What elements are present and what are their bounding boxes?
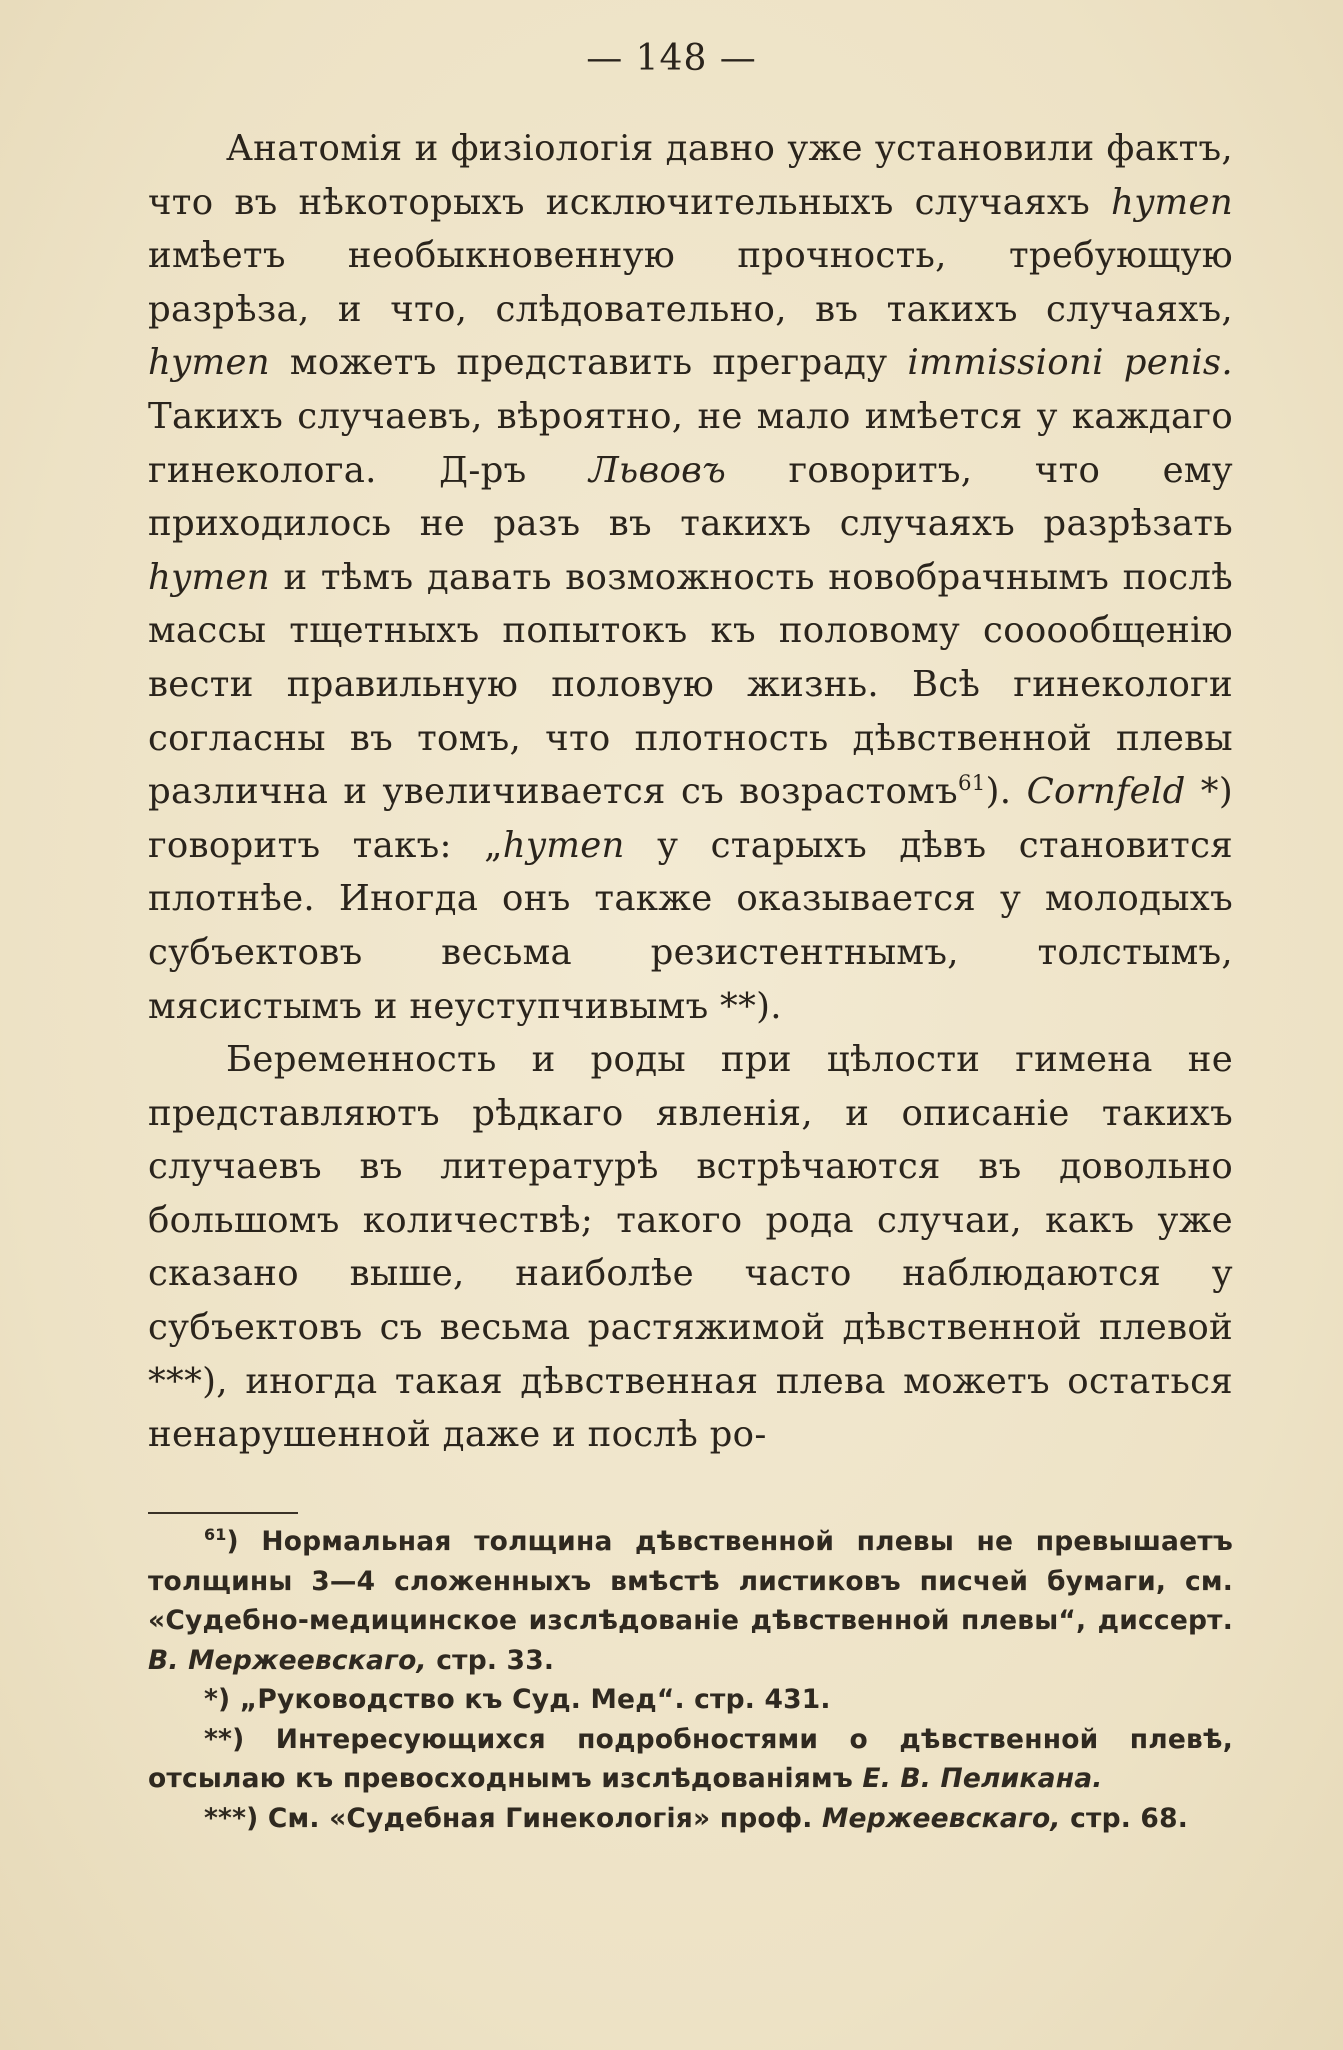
text-run: Такихъ случаевъ, вѣроятно, не мало имѣется у каждаго гинеколога. Д-ръ [148, 395, 1233, 491]
footnote-marker: 61 [204, 1525, 227, 1545]
text-run: говоритъ, что ему приходилось не разъ въ такихъ случаяхъ разрѣзать [148, 449, 1233, 545]
footnote-text: ) Нормальная толщина дѣвственной плевы не превышаетъ толщины 3—4 сложенныхъ вмѣстѣ листиковъ писчей бумаги, см. «Судебно-медицинское изслѣдованіе дѣвственной плевы“, диссерт. [148, 1526, 1233, 1636]
footnote-ref-61: 61 [957, 771, 986, 797]
footnote-text: *) „Руководство къ Суд. Мед“. стр. 431. [204, 1684, 831, 1715]
paragraph-2 [148, 1033, 1233, 1462]
author-name: Cornfeld [1026, 771, 1186, 813]
author-name: Львовъ [588, 449, 727, 491]
footnote-star-3 [148, 1799, 1233, 1839]
footnote-text: стр. 68. [1060, 1802, 1188, 1834]
latin-term: hymen [1111, 181, 1233, 223]
author-name: Е. В. Пеликана. [862, 1763, 1103, 1794]
text-run: Анатомія и физіологія давно уже установили фактъ, что въ нѣкоторыхъ исключительныхъ случаяхъ [148, 128, 1233, 223]
text-run: можетъ представить преграду [269, 342, 908, 384]
text-run: *) говоритъ такъ: „ [148, 771, 1234, 866]
footnote-text: ***) См. «Судебная Гинекологія» проф. [204, 1802, 822, 1834]
footnote-61 [148, 1522, 1233, 1680]
author-name: Мержеевскаго, [821, 1802, 1061, 1834]
footnote-text: стр. 33. [426, 1644, 555, 1676]
paragraph-1 [148, 122, 1233, 1033]
latin-term: hymen [148, 342, 270, 384]
latin-term: immissioni penis. [907, 342, 1233, 384]
author-name: В. Мержеевскаго, [148, 1644, 427, 1676]
text-run: ). [985, 771, 1027, 813]
text-run: Беременность и роды при цѣлости гимена не представляютъ рѣдкаго явленія, и описаніе такихъ случаевъ въ литературѣ встрѣчаются въ довольно большомъ количествѣ; такого рода случаи, какъ уже сказано выше, наиболѣе часто наблюдаются у субъектовъ съ весьма растяжимой дѣвственной плевой ***), иногда такая дѣвственная плева можетъ остаться ненарушенной даже и послѣ ро- [148, 1039, 1233, 1456]
footnote-text: **) Интересующихся подробностями о дѣвственной плевѣ, отсылаю къ превосходнымъ изслѣдованіямъ [148, 1723, 1233, 1794]
footnote-star-1 [148, 1680, 1233, 1720]
main-text [148, 122, 1233, 1462]
footnotes [148, 1522, 1233, 1838]
text-run: имѣетъ необыкновенную прочность, требующую разрѣза, и что, слѣдовательно, въ такихъ случаяхъ, [148, 235, 1233, 330]
text-run: у старыхъ дѣвъ становится плотнѣе. Иногда онъ также оказывается у молодыхъ субъектовъ весьма резистентнымъ, толстымъ, мясистымъ и неуступчивымъ **). [148, 824, 1233, 1027]
latin-term: hymen [148, 556, 270, 598]
text-run: и тѣмъ давать возможность новобрачнымъ послѣ массы тщетныхъ попытокъ къ половому сооообщенію вести правильную половую жизнь. Всѣ гинекологи согласны въ томъ, что плотность дѣвственной плевы различна и увеличивается съ возрастомъ [148, 556, 1233, 813]
page-number: — 148 — [586, 38, 757, 79]
footnote-star-2 [148, 1720, 1233, 1799]
latin-term: hymen [502, 824, 625, 866]
footnote-divider [148, 1512, 298, 1514]
